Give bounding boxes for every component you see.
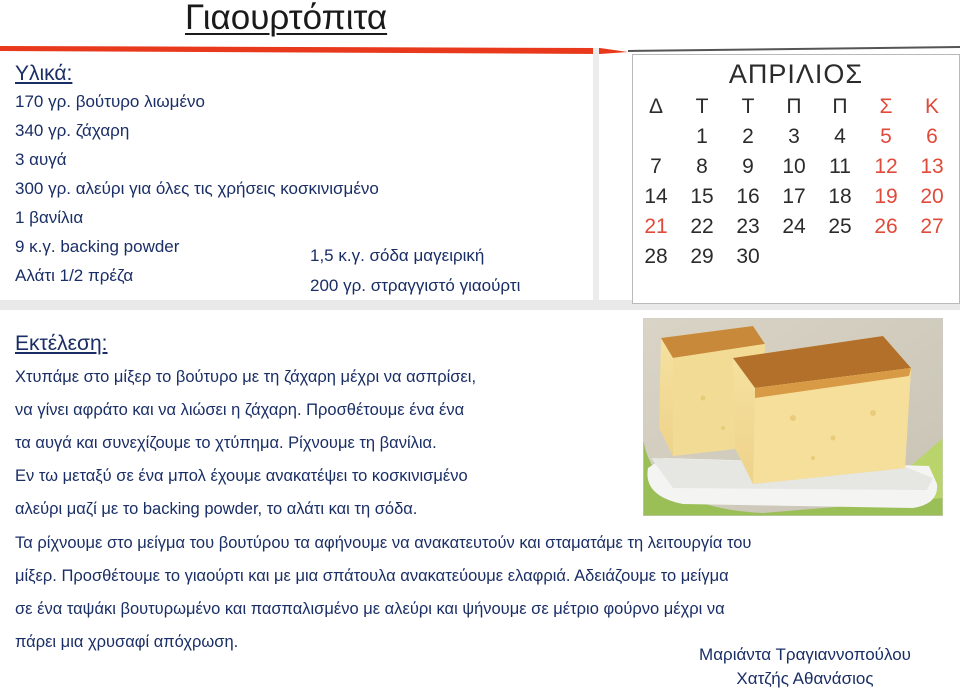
- ingredient-item: 9 κ.γ. backing powder: [15, 237, 180, 256]
- execution-line: να γίνει αφράτο και να λιώσει η ζάχαρη. Προσθέτουμε ένα ένα: [15, 401, 465, 419]
- calendar-day: 14: [644, 185, 668, 208]
- calendar-weekday: Π: [786, 95, 802, 118]
- execution-line: πάρει μια χρυσαφί απόχρωση.: [15, 633, 239, 651]
- calendar-day: 2: [742, 125, 754, 148]
- calendar-day: 24: [782, 215, 806, 238]
- calendar-day: 21: [644, 215, 668, 238]
- execution-line: Εν τω μεταξύ σε ένα μπολ έχουμε ανακατέψει το κοσκινισμένο: [15, 467, 468, 485]
- execution-line: μίξερ. Προσθέτουμε το γιαούρτι και με μια σπάτουλα ανακατεύουμε ελαφριά. Αδειάζουμε το μείγμα: [15, 567, 729, 585]
- calendar-day: 7: [650, 155, 662, 178]
- calendar-weekday: Σ: [879, 95, 893, 118]
- execution-heading: Εκτέλεση:: [15, 332, 108, 355]
- calendar-day: 23: [736, 215, 760, 238]
- calendar-day: 3: [788, 125, 800, 148]
- calendar-day: 26: [874, 215, 898, 238]
- calendar-day: 20: [920, 185, 944, 208]
- ingredient-item: 3 αυγά: [15, 150, 67, 169]
- calendar-weekday-row: [633, 93, 959, 123]
- execution-line: Χτυπάμε στο μίξερ το βούτυρο με τη ζάχαρη μέχρι να ασπρίσει,: [15, 368, 477, 386]
- calendar-day: 10: [782, 155, 806, 178]
- calendar-weekday: Δ: [648, 95, 664, 118]
- execution-line: αλεύρι μαζί με το backing powder, το αλάτι και τη σόδα.: [15, 500, 418, 518]
- calendar-day: 12: [874, 155, 898, 178]
- calendar-month: ΑΠΡΙΛΙΟΣ: [728, 59, 864, 89]
- calendar-weekday: Τ: [741, 95, 755, 118]
- calendar-week-row: [633, 243, 959, 273]
- execution-line: Τα ρίχνουμε στο μείγμα του βουτύρου τα αφήνουμε να ανακατευτούν και σταματάμε τη λειτουργία του: [15, 534, 752, 552]
- ingredients-heading: Υλικά:: [15, 62, 73, 85]
- calendar-day: 1: [696, 125, 708, 148]
- calendar-day: 15: [690, 185, 714, 208]
- ingredient-item: 340 γρ. ζάχαρη: [15, 121, 130, 140]
- ingredient-item: 1 βανίλια: [15, 208, 84, 227]
- calendar-day: 29: [690, 245, 714, 268]
- vertical-separator: [593, 48, 599, 306]
- calendar-day: 30: [736, 245, 760, 268]
- calendar-weekday: Π: [832, 95, 848, 118]
- calendar: [632, 54, 960, 304]
- calendar-day: 5: [880, 125, 892, 148]
- calendar-day: 6: [926, 125, 938, 148]
- ingredient-item: 1,5 κ.γ. σόδα μαγειρική: [310, 246, 485, 265]
- calendar-day: 19: [874, 185, 898, 208]
- ingredient-item: Αλάτι 1/2 πρέζα: [15, 266, 134, 285]
- author-name: Χατζής Αθανάσιος: [736, 669, 874, 688]
- calendar-day: 8: [696, 155, 708, 178]
- execution-line: τα αυγά και συνεχίζουμε το χτύπημα. Ρίχνουμε τη βανίλια.: [15, 434, 437, 452]
- calendar-day: 18: [828, 185, 852, 208]
- calendar-grid: [633, 93, 959, 273]
- calendar-week-row: [633, 213, 959, 243]
- calendar-day: 22: [690, 215, 714, 238]
- calendar-day: 4: [834, 125, 846, 148]
- calendar-week-row: [633, 183, 959, 213]
- ingredient-item: 170 γρ. βούτυρο λιωμένο: [15, 92, 205, 111]
- calendar-day: 13: [920, 155, 944, 178]
- page-title: Γιαουρτόπιτα: [185, 0, 388, 37]
- calendar-day: 25: [828, 215, 852, 238]
- ingredient-item: 300 γρ. αλεύρι για όλες τις χρήσεις κοσκινισμένο: [15, 179, 379, 198]
- calendar-day: 9: [742, 155, 754, 178]
- calendar-day: 27: [920, 215, 944, 238]
- cake-photo: [643, 318, 943, 516]
- calendar-weekday: Τ: [695, 95, 709, 118]
- calendar-week-row: [633, 123, 959, 153]
- ingredient-item: 200 γρ. στραγγιστό γιαούρτι: [310, 276, 521, 295]
- calendar-weekday: Κ: [924, 95, 939, 118]
- calendar-day: 16: [736, 185, 760, 208]
- author-name: Μαριάντα Τραγιαννοπούλου: [699, 645, 911, 664]
- calendar-day: 28: [644, 245, 668, 268]
- calendar-day: 17: [782, 185, 806, 208]
- calendar-week-row: [633, 153, 959, 183]
- calendar-day: 11: [829, 155, 851, 178]
- execution-line: σε ένα ταψάκι βουτυρωμένο και πασπαλισμένο με αλεύρι και ψήνουμε σε μέτριο φούρνο μέχρι να: [15, 600, 725, 618]
